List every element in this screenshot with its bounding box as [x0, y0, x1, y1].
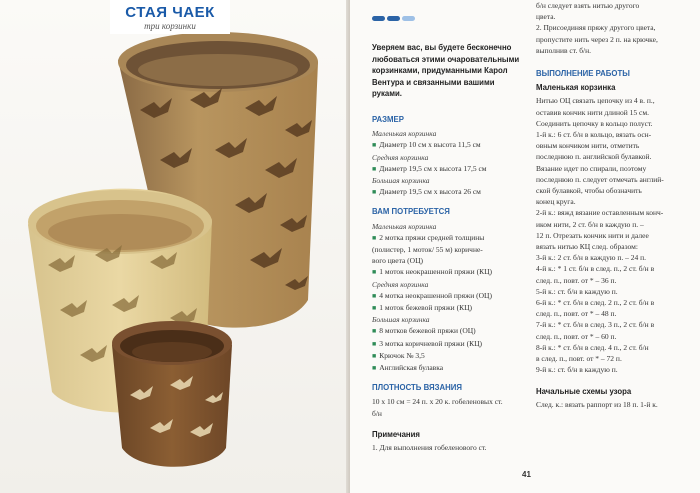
density-text-a: 10 х 10 см = 24 п. х 20 к. гобеленовых ст. — [372, 397, 503, 407]
bullet-icon: ■ — [372, 141, 377, 150]
work-p2: оставив кончик нити длиной 15 см. — [536, 107, 650, 117]
scheme-heading: Начальные схемы узора — [536, 386, 632, 396]
right-page — [350, 0, 700, 493]
row-7b: след. п., повт. от * – 60 п. — [536, 331, 617, 341]
needs-small-1c: вого цвета (ОЦ) — [372, 256, 423, 266]
scheme-text: След. к.: вязать раппорт из 18 п. 1-й к. — [536, 399, 658, 409]
row-9: 9-й к.: ст. б/н в каждую п. — [536, 365, 618, 375]
row-6b: след. п., повт. от * – 48 п. — [536, 309, 617, 319]
bullet-icon: ■ — [372, 351, 377, 360]
item-2a: 2. Присоединяя пряжу другого цвета, — [536, 23, 656, 33]
size-medium-dim: ■ Диаметр 19,5 см х высота 17,5 см — [372, 163, 487, 173]
work-p3: Соединить цепочку в кольцо полуст. — [536, 118, 653, 128]
intro-text: Уверяем вас, вы будете бесконечно любоваться этими очаровательными корзинками, придуманными Карол Вентура и связанными вашими руками. — [372, 43, 520, 99]
row-1c: последнюю п. английской булавкой. — [536, 152, 652, 162]
needs-large-2: ■ 3 мотка коричневой пряжи (КЦ) — [372, 338, 482, 348]
title-band — [110, 0, 230, 34]
bullet-icon: ■ — [372, 364, 377, 373]
cont-a: б/н следует взять нитью другого — [536, 1, 640, 10]
needs-small-label: Маленькая корзинка — [372, 221, 437, 231]
density-heading: ПЛОТНОСТЬ ВЯЗАНИЯ — [372, 383, 462, 393]
size-large-dim: ■ Диаметр 19,5 см х высота 26 см — [372, 187, 481, 197]
needs-medium-1: ■ 4 мотка неокрашенной пряжи (ОЦ) — [372, 290, 492, 300]
needs-hook: ■ Крючок № 3,5 — [372, 350, 425, 360]
size-small-label: Маленькая корзинка — [372, 129, 437, 139]
page-number: 41 — [522, 470, 531, 479]
bullet-icon: ■ — [372, 304, 377, 313]
row-4b: след. п., повт. от * – 36 п. — [536, 275, 617, 285]
row-2c: 12 п. Отрезать кончик нити и далее — [536, 230, 649, 240]
row-1f: ской булавкой, чтобы обозначить — [536, 186, 642, 196]
dot-icon — [387, 16, 400, 21]
row-2b: иком нити, 2 ст. б/н в каждую п. – — [536, 219, 644, 229]
notes-item-1: 1. Для выполнения гобеленового ст. — [372, 443, 487, 453]
dot-icon — [372, 16, 385, 21]
row-5: 5-й к.: ст. б/н в каждую п. — [536, 286, 618, 296]
row-7a: 7-й к.: * ст. б/н в след. 3 п., 2 ст. б/н в — [536, 320, 655, 330]
size-medium-label: Средняя корзинка — [372, 152, 429, 162]
article-subtitle: три корзинки — [144, 21, 196, 31]
row-1g: конец круга. — [536, 197, 576, 207]
work-heading: ВЫПОЛНЕНИЕ РАБОТЫ — [536, 69, 630, 79]
bullet-icon: ■ — [372, 188, 377, 197]
bullet-icon: ■ — [372, 164, 377, 173]
right-column-2 — [536, 0, 682, 410]
bullet-icon: ■ — [372, 233, 377, 242]
row-2d: вязать нитью КЦ след. образом: — [536, 242, 638, 252]
needs-small-1a: ■ 2 мотка пряжи средней толщины — [372, 232, 485, 242]
dot-icon — [402, 16, 415, 21]
needs-large-1: ■ 8 мотков бежевой пряжи (ОЦ) — [372, 326, 476, 336]
small-basket — [112, 321, 232, 467]
cont-b: цвета. — [536, 12, 556, 22]
row-8b: в след. п., повт. от * – 72 п. — [536, 354, 622, 364]
row-8a: 8-й к.: * ст. б/н в след. 4 п., 2 ст. б/н — [536, 342, 649, 352]
needs-pin: ■ Английская булавка — [372, 363, 444, 373]
needs-heading: ВАМ ПОТРЕБУЕТСЯ — [372, 207, 450, 217]
row-2a: 2-й к.: вяжд вязание оставленным конч- — [536, 208, 664, 218]
item-2b: пропустите нить через 2 п. на крючке, — [536, 34, 658, 44]
needs-small-1b: (полистер, 1 моток/ 55 м) коричне- — [372, 245, 483, 254]
row-1b: овным кончиком нити, отметить — [536, 141, 640, 151]
notes-heading: Примечания — [372, 429, 420, 439]
size-heading: РАЗМЕР — [372, 114, 404, 124]
work-p1: Нитью ОЦ связать цепочку из 4 в. п., — [536, 96, 655, 106]
density-text-b: б/н — [372, 408, 382, 418]
bullet-icon: ■ — [372, 327, 377, 336]
bullet-icon: ■ — [372, 268, 377, 277]
row-3: 3-й к.: 2 ст. б/н в каждую п. – 24 п. — [536, 253, 646, 263]
bullet-icon: ■ — [372, 339, 377, 348]
article-title: СТАЯ ЧАЕК — [125, 4, 215, 21]
needs-small-2: ■ 1 моток неокрашенной пряжи (КЦ) — [372, 267, 492, 277]
size-large-label: Большая корзинка — [372, 175, 430, 185]
work-subheading: Маленькая корзинка — [536, 83, 616, 93]
row-6a: 6-й к.: * ст. б/н в след. 2 п., 2 ст. б/н в — [536, 298, 655, 308]
size-small-dim: ■ Диаметр 10 см х высота 11,5 см — [372, 140, 481, 150]
bullet-icon: ■ — [372, 291, 377, 300]
right-column-1 — [372, 24, 522, 453]
row-1a: 1-й к.: 6 ст. б/н в кольцо, вязать осн- — [536, 130, 652, 140]
row-4a: 4-й к.: * 1 ст. б/н в след. п., 2 ст. б/н в — [536, 264, 655, 274]
row-1d: Вязание идет по спирали, поэтому — [536, 163, 647, 173]
needs-medium-2: ■ 1 моток бежевой пряжи (КЦ) — [372, 303, 472, 313]
needs-medium-label: Средняя корзинка — [372, 279, 429, 289]
row-1e: последнюю п. следует отмечать англий- — [536, 174, 664, 184]
item-2c: выполнив ст. б/н. — [536, 45, 592, 55]
needs-large-label: Большая корзинка — [372, 315, 430, 325]
